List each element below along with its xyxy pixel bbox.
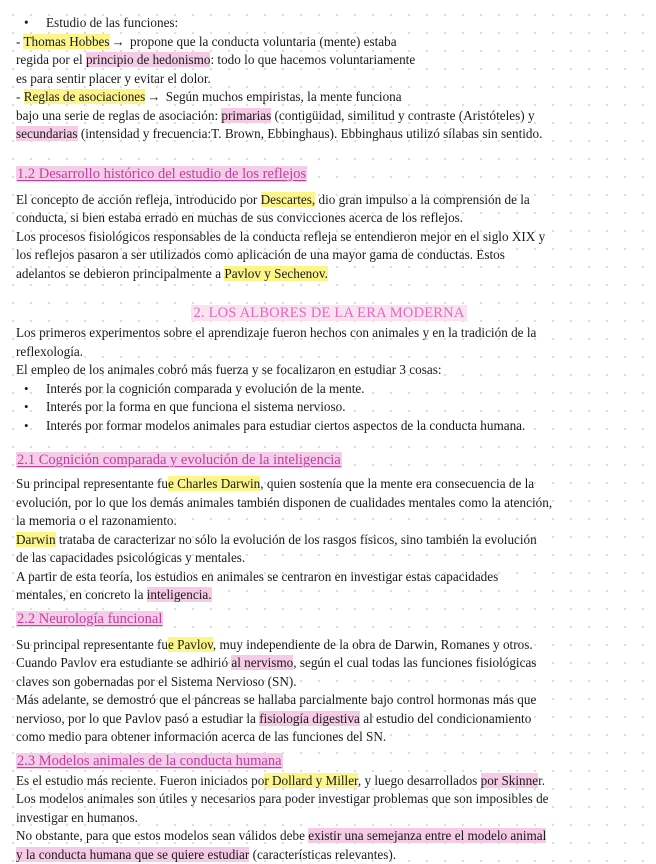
reglas-highlight: Reglas de asociaciones (24, 89, 146, 104)
s21-line-4 (16, 531, 642, 550)
title-text: 2.2 Neurología funcional (16, 611, 163, 627)
descartes-highlight: Descartes, (261, 192, 316, 207)
pavlov-highlight: e Pavlov (168, 637, 213, 652)
s22-line-4: Más adelante, se demostró que el páncreas se hallaba parcialmente bajo control hormonas más que (16, 691, 642, 710)
pavlov-sechenov-highlight: Pavlov y Sechenov. (224, 266, 328, 281)
title-text: 2.1 Cognición comparada y evolución de la inteligencia (16, 452, 342, 468)
text: dio gran impulso a la comprensión de la (315, 192, 530, 207)
s21-line-6: A partir de esta teoría, los estudios en animales se centraron en investigar estas capacidades (16, 568, 642, 587)
text: nervioso, por lo que Pavlov pasó a estudiar la (16, 711, 259, 726)
dash: - (16, 89, 24, 104)
s21-line-1 (16, 475, 642, 494)
list-item: • Interés por formar modelos animales para estudiar ciertos aspectos de la conducta humana. (24, 417, 642, 436)
s23-line-4 (16, 827, 642, 846)
title-text: 1.2 Desarrollo histórico del estudio de los reflejos (16, 166, 307, 182)
semejanza-highlight: existir una semejanza entre el modelo animal (308, 828, 546, 843)
skinner-highlight: por Skinne (481, 773, 539, 788)
text: trataba de caracterizar no sólo la evolución de los rasgos físicos, sino también la evolución (56, 532, 537, 547)
arrow-icon: → (112, 33, 125, 52)
text: (intensidad y frecuencia:T. Brown, Ebbinghaus). Ebbinghaus utilizó sílabas sin sentido. (78, 126, 543, 141)
text: (características relevantes). (249, 847, 396, 862)
secundarias-highlight: secundarias (16, 126, 78, 141)
s2-line-3: El empleo de los animales cobró más fuerza y se focalizaron en estudiar 3 cosas: (16, 361, 642, 380)
text: r. (538, 773, 545, 788)
darwin-highlight: e Charles Darwin (168, 476, 260, 491)
text: : todo lo que hacemos voluntariamente (210, 52, 415, 67)
hedonismo-highlight: principio de hedonismo (86, 52, 211, 67)
text: mentales, en concreto la (16, 587, 147, 602)
s2-line-1: Los primeros experimentos sobre el aprendizaje fueron hechos con animales y en la tradición de la (16, 324, 642, 343)
main-heading-2 (16, 303, 642, 324)
s2-bullet-list (16, 380, 642, 436)
dollard-miller-highlight: r Dollard y Miller (264, 773, 358, 788)
s23-line-5 (16, 846, 642, 864)
text: Su principal representante fu (16, 476, 168, 491)
text: Es el estudio más reciente. Fueron iniciados po (16, 773, 264, 788)
s21-line-7 (16, 586, 642, 605)
reglas-line-1 (16, 88, 642, 107)
section-title-1-2 (16, 164, 642, 185)
text: propone que la conducta voluntaria (mente) estaba (127, 34, 397, 49)
hobbes-highlight: Thomas Hobbes (23, 34, 109, 49)
text: adelantos se debieron principalmente a (16, 266, 224, 281)
reglas-line-3 (16, 125, 642, 144)
reglas-line-2 (16, 107, 642, 126)
text: bajo una serie de reglas de asociación: (16, 108, 221, 123)
s22-line-5 (16, 710, 642, 729)
s2-line-2: reflexología. (16, 343, 642, 362)
title-text: 2. LOS ALBORES DE LA ERA MODERNA (191, 305, 466, 321)
darwin-highlight-2: Darwin (16, 532, 56, 547)
s22-line-6: como medio para obtener información acerca de las funciones del SN. (16, 728, 642, 747)
text: Cuando Pavlov era estudiante se adhirió (16, 655, 231, 670)
inteligencia-highlight: inteligencia. (147, 587, 212, 602)
nervismo-highlight: al nervismo (231, 655, 293, 670)
conducta-humana-highlight: y la conducta humana que se quiere estudiar (16, 847, 249, 862)
s12-line-2: conducta, si bien estaba errado en muchas de sus convicciones acerca de los reflejos. (16, 209, 642, 228)
s12-line-5 (16, 265, 642, 284)
section-title-2-3 (16, 751, 642, 772)
section-title-2-2 (16, 609, 642, 630)
s23-line-3: investigar en humanos. (16, 809, 642, 828)
text: (contigüidad, similitud y contraste (Aristóteles) y (271, 108, 534, 123)
hobbes-line-1 (16, 33, 642, 52)
list-item: • Interés por la cognición comparada y evolución de la mente. (24, 380, 642, 399)
text: regida por el (16, 52, 86, 67)
title-text: 2.3 Modelos animales de la conducta humana (16, 753, 283, 769)
s21-line-2: evolución, por lo que los demás animales también disponen de cualidades mentales como la atención, (16, 494, 642, 513)
list-item: • Interés por la forma en que funciona el sistema nervioso. (24, 398, 642, 417)
text: El concepto de acción refleja, introducido por (16, 192, 261, 207)
s22-line-3: claves son gobernadas por el Sistema Nervioso (SN). (16, 673, 642, 692)
text: al estudio del condicionamiento (360, 711, 531, 726)
text: No obstante, para que estos modelos sean válidos debe (16, 828, 308, 843)
text: , quien sostenía que la mente era consecuencia de la (260, 476, 534, 491)
s22-line-2 (16, 654, 642, 673)
text: Según muchos empiristas, la mente funciona (162, 89, 401, 104)
text: , y luego desarrollados (358, 773, 481, 788)
primarias-highlight: primarias (221, 108, 271, 123)
intro-bullet: • Estudio de las funciones: (16, 14, 642, 33)
s21-line-3: la memoria o el razonamiento. (16, 512, 642, 531)
s22-line-1 (16, 636, 642, 655)
text: , según el cual todas las funciones fisiológicas (293, 655, 536, 670)
s12-line-4: los reflejos pasaron a ser utilizados como aplicación de una mayor gama de conductas. Estos (16, 246, 642, 265)
text: , muy independiente de la obra de Darwin, Romanes y otros. (213, 637, 533, 652)
s12-line-3: Los procesos fisiológicos responsables de la conducta refleja se entendieron mejor en el siglo XIX y (16, 228, 642, 247)
dash: - (16, 34, 23, 49)
section-title-2-1 (16, 450, 642, 471)
s21-line-5: de las capacidades psicológicas y mentales. (16, 549, 642, 568)
arrow-icon: → (147, 88, 160, 107)
s23-line-2: Los modelos animales son útiles y necesarios para poder investigar problemas que son imposibles de (16, 790, 642, 809)
hobbes-line-2 (16, 51, 642, 70)
s23-line-1 (16, 772, 642, 791)
hobbes-line-3: es para sentir placer y evitar el dolor. (16, 70, 642, 89)
text: Su principal representante fu (16, 637, 168, 652)
fisiologia-highlight: fisiología digestiva (259, 711, 360, 726)
s12-line-1 (16, 191, 642, 210)
